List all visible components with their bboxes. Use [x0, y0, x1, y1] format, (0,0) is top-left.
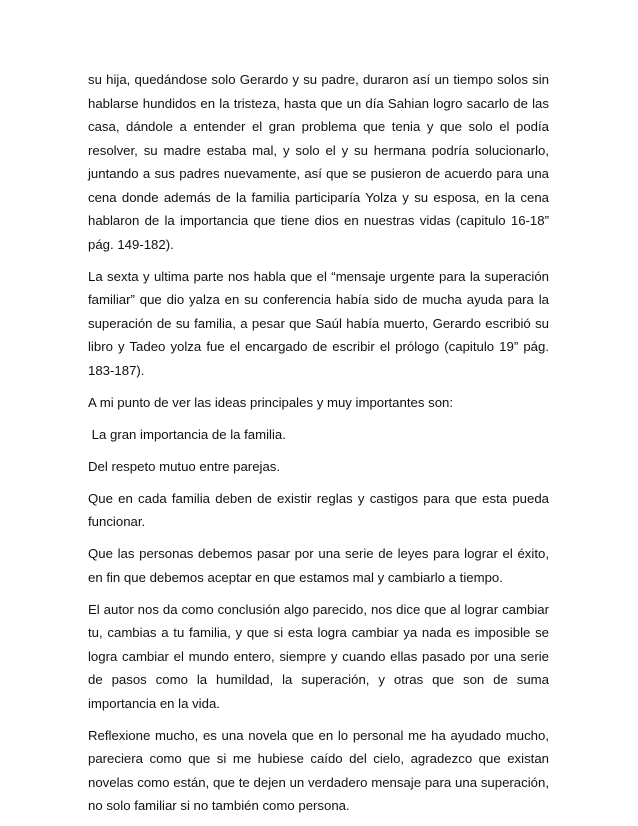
- paragraph-7: Que las personas debemos pasar por una serie de leyes para lograr el éxito, en fin que debemos aceptar en que estamos mal y cambiarlo a tiempo.: [88, 546, 549, 585]
- paragraph-1: su hija, quedándose solo Gerardo y su padre, duraron así un tiempo solos sin hablarse hundidos en la tristeza, hasta que un día Sahian logro sacarlo de las casa, dándole a entender el gran problema que tenia y que solo el podía resolver, su madre estaba mal, y solo el y su hermana podría solucionarlo, juntando a sus padres nuevamente, así que se pusieron de acuerdo para una cena donde además de la familia participaría Yolza y su esposa, en la cena hablaron de la importancia que tiene dios en nuestras vidas (capitulo 16-18” pág. 149-182).: [88, 72, 549, 252]
- paragraph-6: Que en cada familia deben de existir reglas y castigos para que esta pueda funcionar.: [88, 490, 549, 529]
- paragraph-4: La gran importancia de la familia.: [88, 426, 286, 442]
- document-body: [88, 68, 549, 826]
- paragraph-5: Del respeto mutuo entre parejas.: [88, 458, 281, 474]
- paragraph-3: A mi punto de ver las ideas principales y muy importantes son:: [88, 394, 454, 410]
- paragraph-9: Reflexione mucho, es una novela que en lo personal me ha ayudado mucho, pareciera como que si me hubiese caído del cielo, agradezco que existan novelas como están, que te dejen un verdadero mensaje para una superación, no solo familiar si no también como persona.: [88, 727, 549, 813]
- paragraph-8: El autor nos da como conclusión algo parecido, nos dice que al lograr cambiar tu, cambias a tu familia, y que si esta logra cambiar ya nada es imposible se logra cambiar el mundo entero, siempre y cuando ellas pasado por una serie de pasos como la humildad, la superación, y otras que son de suma importancia en la vida.: [88, 601, 549, 711]
- paragraph-2: La sexta y ultima parte nos habla que el “mensaje urgente para la superación familiar” que dio yalza en su conferencia había sido de mucha ayuda para la superación de su familia, a pesar que Saúl había muerto, Gerardo escribió su libro y Tadeo yolza fue el encargado de escribir el prólogo (capitulo 19” pág. 183-187).: [88, 268, 549, 378]
